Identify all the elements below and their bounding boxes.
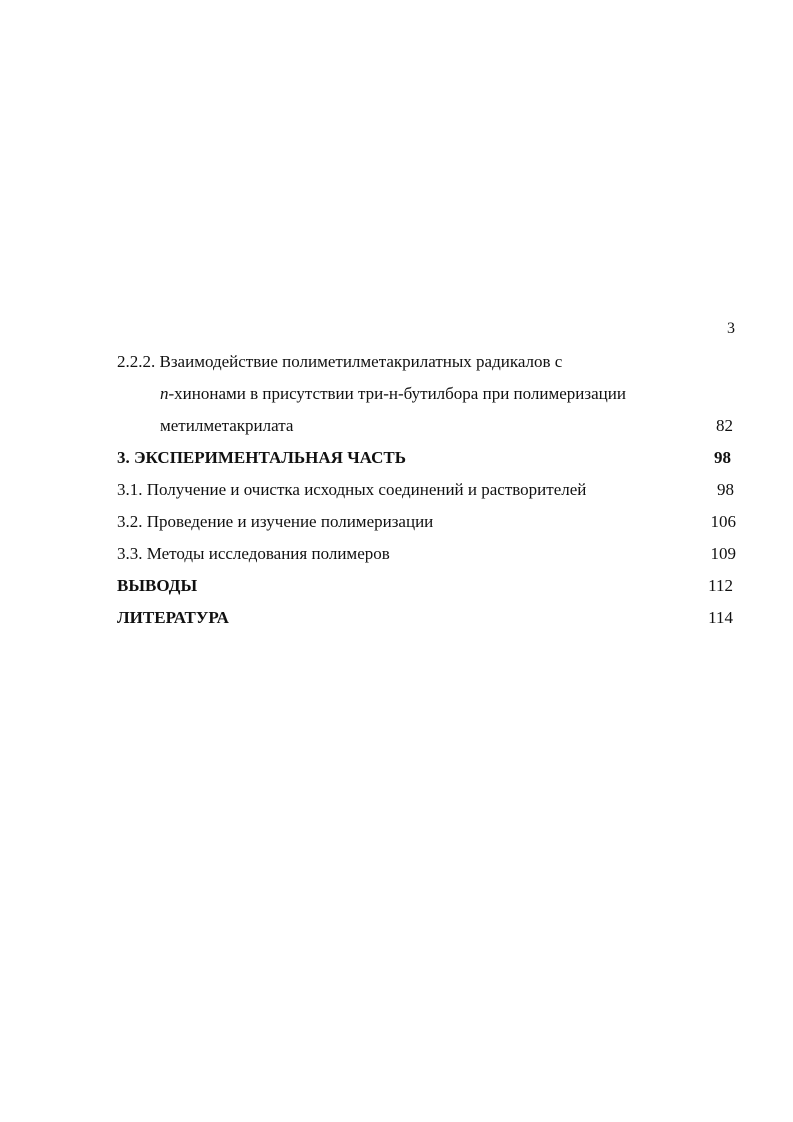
page-number: 3 [727, 320, 735, 337]
italic-prefix: п [160, 384, 169, 403]
toc-page-number: 82 [716, 416, 733, 435]
line-text: -хинонами в присутствии три-н-бутилбора при полимеризации [168, 384, 626, 403]
toc-page-number: 106 [710, 512, 736, 531]
toc-page-number: 114 [708, 608, 733, 627]
toc-page-number: 109 [710, 544, 736, 563]
toc-page-number: 112 [708, 576, 733, 595]
toc-page-number: 98 [714, 448, 731, 467]
toc-page-number: 98 [717, 480, 734, 499]
